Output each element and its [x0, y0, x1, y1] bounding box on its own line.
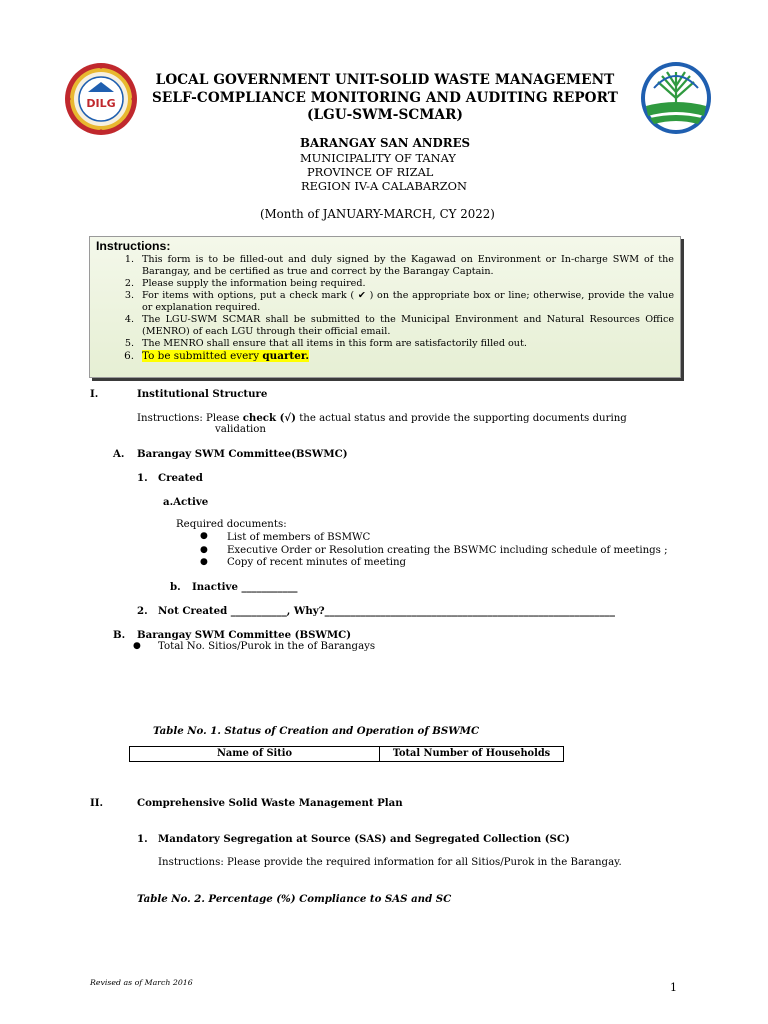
municipality-name: MUNICIPALITY OF TANAY [300, 151, 456, 165]
bullet-icon: ● [200, 545, 208, 555]
subsection-a-number: A. [113, 448, 125, 460]
instruction-number: 4. [124, 314, 134, 325]
section-2-title: Comprehensive Solid Waste Management Plan [137, 797, 403, 809]
instruction-number: 2. [124, 278, 134, 289]
instruction-item [118, 290, 674, 314]
required-document: List of members of BSMWC [227, 532, 371, 543]
section-2-number: II. [90, 797, 104, 809]
instruction-item [118, 314, 674, 338]
instruction-text: Please supply the information being required. [142, 278, 366, 289]
section-1-title: Institutional Structure [137, 388, 268, 400]
instruction-number: 3. [124, 290, 134, 301]
revision-note: Revised as of March 2016 [90, 978, 193, 987]
section-1-instructions-cont: validation [215, 424, 266, 435]
required-documents-label: Required documents: [176, 519, 287, 530]
created-label: Created [158, 472, 203, 484]
active-label: a.Active [163, 496, 209, 508]
table-1-caption: Table No. 1. Status of Creation and Operation of BSWMC [153, 725, 480, 737]
bullet-icon: ● [200, 557, 208, 567]
sas-item-number: 1. [137, 833, 148, 845]
report-title-line-1: LOCAL GOVERNMENT UNIT-SOLID WASTE MANAGEMENT [155, 72, 615, 88]
sas-item-title: Mandatory Segregation at Source (SAS) and Segregated Collection (SC) [158, 833, 570, 845]
instruction-number: 6. [124, 350, 134, 362]
instruction-text: The LGU-SWM SCMAR shall be submitted to the Municipal Environment and Natural Resources Office (MENRO) of each LGU through their official email. [142, 314, 674, 337]
instruction-number: 1. [124, 254, 134, 265]
not-created-field[interactable]: Not Created ___________, Why?_________________________________________________________ [158, 605, 615, 617]
inactive-number: b. [170, 581, 181, 593]
section-1-number: I. [90, 388, 99, 400]
bullet-icon: ● [200, 531, 208, 541]
inactive-field[interactable]: Inactive ___________ [192, 581, 298, 593]
sitio-count-field: Total No. Sitios/Purok in the of Barangays [158, 641, 376, 652]
instruction-text: This form is to be filled-out and duly signed by the Kagawad on Environment or In-charge SWM of the Barangay, and be certified as true and correct by the Barangay Captain. [142, 254, 674, 277]
section-1-instructions: Instructions: Please check (√) the actual status and provide the supporting documents during [137, 412, 627, 424]
instruction-item [118, 254, 674, 278]
page-number: 1 [670, 981, 677, 994]
required-document: Copy of recent minutes of meeting [227, 557, 407, 568]
province-name: PROVINCE OF RIZAL [307, 165, 434, 179]
table-header-row [130, 747, 564, 762]
instruction-item [118, 338, 674, 350]
table-header-total-households: Total Number of Households [380, 747, 564, 762]
instruction-text: The MENRO shall ensure that all items in this form are satisfactorily filled out. [142, 338, 527, 349]
table-1 [129, 746, 564, 762]
required-document: Executive Order or Resolution creating the BSWMC including schedule of meetings ; [227, 545, 668, 556]
report-title-line-2: SELF-COMPLIANCE MONITORING AND AUDITING REPORT [152, 90, 618, 106]
subsection-b-title: Barangay SWM Committee (BSWMC) [137, 629, 352, 641]
subsection-a-title: Barangay SWM Committee(BSWMC) [137, 448, 348, 460]
region-name: REGION IV-A CALABARZON [301, 179, 467, 193]
subsection-b-number: B. [113, 629, 126, 641]
section-2-instructions: Instructions: Please provide the required information for all Sitios/Purok in the Barangay. [158, 857, 622, 868]
instruction-text: For items with options, put a check mark ( ✔ ) on the appropriate box or line; otherwise, provide the value or explanation required. [142, 290, 674, 313]
table-header-name-of-sitio: Name of Sitio [130, 747, 380, 762]
barangay-name: BARANGAY SAN ANDRES [300, 136, 471, 150]
report-title-line-3: (LGU-SWM-SCMAR) [306, 107, 464, 123]
denr-logo [640, 58, 712, 136]
created-number: 1. [137, 472, 148, 484]
instruction-item [118, 278, 674, 290]
reporting-period: (Month of JANUARY-MARCH, CY 2022) [260, 207, 495, 221]
instruction-item [118, 350, 674, 364]
highlighted-instruction: To be submitted every quarter. [142, 350, 309, 362]
dilg-logo-text: DILG [86, 97, 116, 110]
instruction-number: 5. [124, 338, 134, 349]
table-2-caption: Table No. 2. Percentage (%) Compliance to SAS and SC [137, 893, 452, 905]
not-created-number: 2. [137, 605, 148, 617]
instructions-heading: Instructions: [96, 239, 171, 253]
bullet-icon: ● [133, 641, 141, 651]
